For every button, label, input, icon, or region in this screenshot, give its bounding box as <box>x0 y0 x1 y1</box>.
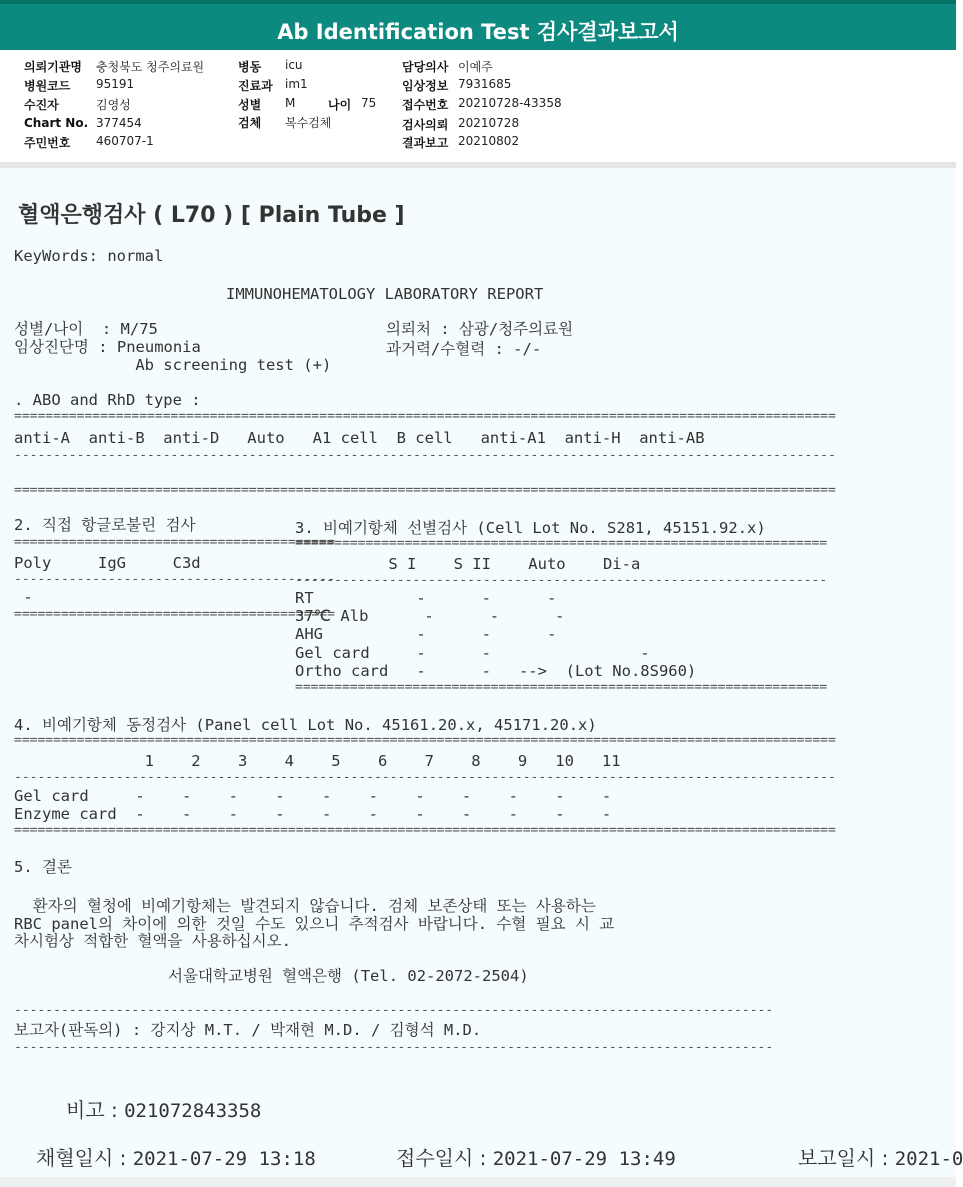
conclusion-text: 차시험상 적합한 혈액을 사용하십시오. <box>14 932 291 950</box>
double-rule: ========================================= <box>14 535 335 550</box>
info-value: 충청북도 청주의료원 <box>96 60 205 74</box>
info-value: 377454 <box>96 116 142 130</box>
info-value: 20210802 <box>458 134 520 148</box>
info-value: icu <box>285 58 303 72</box>
hospital-contact: 서울대학교병원 혈액은행 (Tel. 02-2072-2504) <box>168 967 529 985</box>
collected-datetime <box>36 1142 316 1171</box>
lab-title: IMMUNOHEMATOLOGY LABORATORY REPORT <box>226 285 544 303</box>
info-label: 결과보고 <box>402 136 449 150</box>
patient-sex-age: 성별/나이 : M/75 <box>14 320 158 338</box>
info-label: 임상정보 <box>402 79 449 93</box>
remark-value: 021072843358 <box>124 1100 262 1122</box>
collected-label: 채혈일시 : <box>36 1146 133 1170</box>
double-rule: ==================================================================== <box>295 680 828 695</box>
report-body <box>0 168 963 1187</box>
info-label: 주민번호 <box>24 136 71 150</box>
patient-diagnosis: 임상진단명 : Pneumonia <box>14 338 201 356</box>
double-rule: ========================================================================================================= <box>14 409 836 424</box>
screening-row: RT - - - <box>295 589 557 607</box>
reported-value: 2021-0 <box>894 1148 963 1170</box>
keywords: KeyWords: normal <box>14 247 164 265</box>
info-value: 95191 <box>96 77 135 91</box>
report-title: 혈액은행검사 ( L70 ) [ Plain Tube ] <box>18 203 405 228</box>
info-value: M <box>285 96 296 110</box>
reported-datetime <box>798 1142 963 1171</box>
section-dat-title: 2. 직접 항글로불린 검사 <box>14 516 196 534</box>
info-value: 7931685 <box>458 77 512 91</box>
dat-headers: Poly IgG C3d <box>14 554 201 572</box>
conclusion-text: 환자의 혈청에 비예기항체는 발견되지 않습니다. 검체 보존상태 또는 사용하는 <box>14 897 596 915</box>
info-value: 이예주 <box>458 60 493 74</box>
single-rule: ------------------------------------------------------------------------------------------------- <box>14 1003 774 1018</box>
single-rule: --------------------------------------------------------------------------------------------------------- <box>14 770 836 785</box>
remark-label: 비고 : <box>66 1098 125 1122</box>
info-value: 20210728-43358 <box>458 96 562 110</box>
single-rule: ----------------------------------------- <box>14 572 335 587</box>
panel-headers: 1 2 3 4 5 6 7 8 9 10 11 <box>14 752 621 770</box>
referral-source: 의뢰처 : 삼광/청주의료원 <box>386 320 574 338</box>
section-screening-title: 3. 비예기항체 선별검사 (Cell Lot No. S281, 45151.92.x) <box>295 519 766 537</box>
double-rule: ========================================================================================================= <box>14 483 836 498</box>
screening-row: 37℃ Alb - - - <box>295 607 565 625</box>
single-rule: ------------------------------------------------------------------------------------------------- <box>14 1040 774 1055</box>
info-label: 나이 <box>328 98 352 112</box>
info-label: 병동 <box>238 60 262 74</box>
info-value: 복수검체 <box>285 116 332 130</box>
patient-diagnosis-2: Ab screening test (+) <box>14 356 332 374</box>
double-rule: ========================================================================================================= <box>14 733 836 748</box>
double-rule: ========================================= <box>14 607 335 622</box>
info-label: 접수번호 <box>402 98 449 112</box>
reporters: 보고자(판독의) : 강지상 M.T. / 박재현 M.D. / 김형석 M.D. <box>14 1021 482 1039</box>
info-label: 의뢰기관명 <box>24 60 82 74</box>
reported-label: 보고일시 : <box>798 1146 895 1170</box>
info-label: 담당의사 <box>402 60 449 74</box>
collected-value: 2021-07-29 13:18 <box>132 1148 316 1170</box>
info-label: 병원코드 <box>24 79 71 93</box>
screening-headers: S I S II Auto Di-a <box>295 555 641 573</box>
transfusion-history: 과거력/수혈력 : -/- <box>386 340 542 358</box>
panel-row: Enzyme card - - - - - - - - - - - <box>14 805 612 823</box>
report-header-title: Ab Identification Test 검사결과보고서 <box>277 20 679 44</box>
single-rule: -------------------------------------------------------------------- <box>295 573 828 588</box>
single-rule: --------------------------------------------------------------------------------------------------------- <box>14 448 836 463</box>
info-label: 진료과 <box>238 79 273 93</box>
double-rule: ==================================================================== <box>295 536 828 551</box>
received-datetime <box>396 1142 676 1171</box>
remark <box>66 1094 261 1123</box>
screening-row: Ortho card - - --> (Lot No.8S960) <box>295 662 697 680</box>
received-value: 2021-07-29 13:49 <box>492 1148 676 1170</box>
double-rule: ========================================================================================================= <box>14 823 836 838</box>
info-label: 검체 <box>238 116 262 130</box>
info-value: 460707-1 <box>96 134 154 148</box>
screening-row: AHG - - - <box>295 625 557 643</box>
info-value: 75 <box>361 96 377 110</box>
report-header <box>0 0 956 50</box>
patient-info-panel <box>0 50 956 163</box>
info-label: Chart No. <box>24 116 89 130</box>
conclusion-text: RBC panel의 차이에 의한 것일 수도 있으니 추적검사 바랍니다. 수혈 필요 시 교 <box>14 915 615 933</box>
info-value: 20210728 <box>458 116 520 130</box>
info-value: im1 <box>285 77 308 91</box>
section-abo-title: . ABO and RhD type : <box>14 391 201 409</box>
section-identification-title: 4. 비예기항체 동정검사 (Panel cell Lot No. 45161.20.x, 45171.20.x) <box>14 716 597 734</box>
panel-row: Gel card - - - - - - - - - - - <box>14 787 612 805</box>
dat-values: - <box>14 588 33 606</box>
info-label: 성별 <box>238 98 262 112</box>
info-label: 검사의뢰 <box>402 118 449 132</box>
section-conclusion-title: 5. 결론 <box>14 858 72 876</box>
info-label: 수진자 <box>24 98 59 112</box>
abo-headers: anti-A anti-B anti-D Auto A1 cell B cell anti-A1 anti-H anti-AB <box>14 429 705 447</box>
screening-row: Gel card - - - <box>295 644 650 662</box>
bottom-strip <box>0 1177 956 1187</box>
received-label: 접수일시 : <box>396 1146 493 1170</box>
info-value: 김영성 <box>96 98 131 112</box>
